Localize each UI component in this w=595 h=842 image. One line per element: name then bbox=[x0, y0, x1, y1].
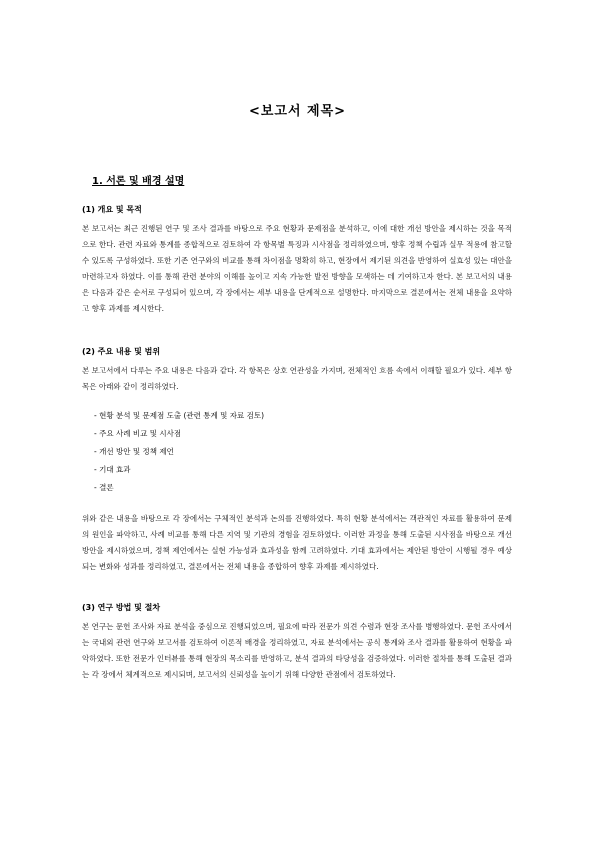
section-paragraph: 본 연구는 문헌 조사와 자료 분석을 중심으로 진행되었으며, 필요에 따라 전문가 의견 수렴과 현장 조사를 병행하였다. 문헌 조사에서는 국내외 관련 연구와 보고서를 검토하여 이론적 배경을 정리하였고, 자료 분석에서는 공식 통계와 조사 결과를 활용하여 현황을 파악하였다. 또한 전문가 인터뷰를 통해 현장의 목소리를 반영하고, 분석 결과의 타당성을 검증하였다. 이러한 절차를 통해 도출된 결과는 각 장에서 체계적으로 제시되며, 보고서의 신뢰성을 높이기 위해 다양한 관점에서 검토하였다. bbox=[82, 622, 512, 679]
section-subtitle: 1. 서론 및 배경 설명 bbox=[92, 176, 185, 187]
section-2 bbox=[82, 346, 512, 575]
document-title: <보고서 제목> bbox=[248, 104, 347, 119]
section-3 bbox=[82, 602, 512, 683]
section-paragraph-2: 위와 같은 내용을 바탕으로 각 장에서는 구체적인 분석과 논의를 진행하였다. 특히 현황 분석에서는 객관적인 자료를 활용하여 문제의 원인을 파악하고, 사례 비교를 통해 다른 지역 및 기관의 경험을 검토하였다. 이러한 과정을 통해 도출된 시사점을 바탕으로 개선 방안을 제시하였으며, 정책 제언에서는 실현 가능성과 효과성을 함께 고려하였다. 기대 효과에서는 제안된 방안이 시행될 경우 예상되는 변화와 성과를 정리하였고, 결론에서는 전체 내용을 종합하여 향후 과제를 제시하였다. bbox=[82, 514, 512, 571]
section-heading: (1) 개요 및 목적 bbox=[82, 205, 142, 214]
section-heading: (2) 주요 내용 및 범위 bbox=[82, 347, 161, 356]
list-item: - 개선 방안 및 정책 제언 bbox=[94, 447, 174, 456]
section-heading: (3) 연구 방법 및 절차 bbox=[82, 603, 161, 612]
list-item: - 주요 사례 비교 및 시사점 bbox=[94, 429, 182, 438]
section-paragraph: 본 보고서는 최근 진행된 연구 및 조사 결과를 바탕으로 주요 현황과 문제점을 분석하고, 이에 대한 개선 방안을 제시하는 것을 목적으로 한다. 관련 자료와 통계를 종합적으로 검토하여 각 항목별 특징과 시사점을 정리하였으며, 향후 정책 수립과 실무 적용에 참고할 수 있도록 구성하였다. 또한 기존 연구와의 비교를 통해 차이점을 명확히 하고, 현장에서 제기된 의견을 반영하여 실효성 있는 대안을 마련하고자 하였다. 이를 통해 관련 분야의 이해를 높이고 지속 가능한 발전 방향을 모색하는 데 기여하고자 한다. 본 보고서의 내용은 다음과 같은 순서로 구성되어 있으며, 각 장에서는 세부 내용을 단계적으로 설명한다. 마지막으로 결론에서는 전체 내용을 요약하고 향후 과제를 제시한다. bbox=[82, 224, 512, 313]
list-item: - 현황 분석 및 문제점 도출 (관련 통계 및 자료 검토) bbox=[94, 411, 265, 420]
list-item: - 기대 효과 bbox=[94, 465, 131, 474]
section-paragraph: 본 보고서에서 다루는 주요 내용은 다음과 같다. 각 항목은 상호 연관성을 가지며, 전체적인 흐름 속에서 이해할 필요가 있다. 세부 항목은 아래와 같이 정리하였다. bbox=[82, 366, 512, 391]
list-item: - 결론 bbox=[94, 483, 114, 492]
section-1 bbox=[82, 204, 512, 317]
content-list bbox=[82, 407, 512, 497]
